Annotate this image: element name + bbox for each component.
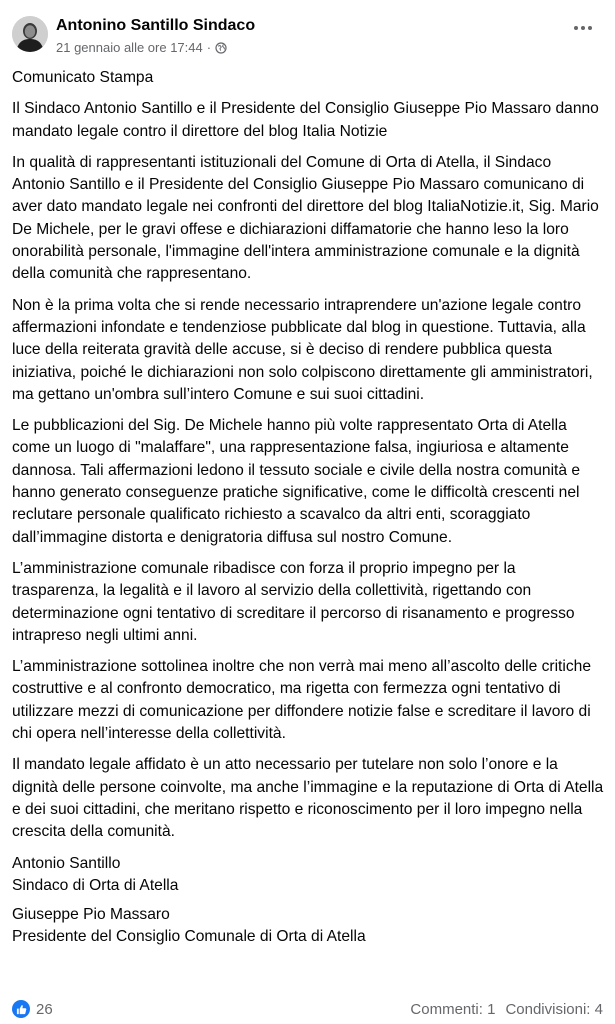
- post-paragraph: Il mandato legale affidato è un atto necessario per tutelare non solo l’onore e la dignità delle persone coinvolte, ma anche l’immagine e la reputazione di Orta di Atella e dei suoi cittadini, che meritano rispetto e riconoscimento per il loro impegno nella crescita della comunità.: [12, 756, 604, 841]
- shares-count-link[interactable]: Condivisioni: 4: [505, 1000, 603, 1018]
- avatar[interactable]: [12, 16, 48, 52]
- post-content: [12, 67, 604, 956]
- post-paragraph: In qualità di rappresentanti istituzionali del Comune di Orta di Atella, il Sindaco Antonio Santillo e il Presidente del Consiglio Giuseppe Pio Massaro comunicano di aver dato mandato legale nei confronti del direttore del blog ItaliaNotizie.it, Sig. Mario De Michele, per le gravi offese e dichiarazioni diffamatorie che hanno leso la loro onorabilità personale, l'immagine dell'intera amministrazione comunale e la dignità della comunità che rappresentano.: [12, 153, 599, 283]
- post-footer: [12, 996, 603, 1022]
- more-dot: [588, 26, 592, 30]
- post-paragraph: L’amministrazione sottolinea inoltre che non verrà mai meno all’ascolto delle critiche costruttive e al confronto democratico, ma rigetta con fermezza ogni tentativo di utilizzare mezzi di comunicazione per diffondere notizie false e screditare il lavoro di chi opera nell’interesse della collettività.: [12, 658, 591, 743]
- signature-role: Sindaco di Orta di Atella: [12, 876, 179, 894]
- thumbs-up-icon: [12, 1000, 30, 1018]
- post-header: [12, 14, 603, 58]
- more-dot: [574, 26, 578, 30]
- post-paragraph: Il Sindaco Antonio Santillo e il Presidente del Consiglio Giuseppe Pio Massaro danno mandato legale contro il direttore del blog Italia Notizie: [12, 100, 599, 140]
- avatar-photo: [12, 16, 48, 52]
- post-paragraph: Non è la prima volta che si rende necessario intraprendere un'azione legale contro affermazioni infondate e tendenziose pubblicate dal blog in questione. Tuttavia, alla luce della reiterata gravità delle accuse, si è deciso di rendere pubblica questa iniziativa, poiché le dichiarazioni non solo colpiscono direttamente gli amministratori, ma gettano un'ombra sull’intero Comune e sui suoi cittadini.: [12, 296, 593, 403]
- globe-icon: [215, 42, 227, 54]
- signature-name: Giuseppe Pio Massaro: [12, 906, 170, 924]
- comments-count-link[interactable]: Commenti: 1: [410, 1000, 496, 1018]
- post-paragraph: Le pubblicazioni del Sig. De Michele hanno più volte rappresentato Orta di Atella come un luogo di "malaffare", una rappresentazione falsa, ingiuriosa e altamente dannosa. Tali affermazioni ledono il tessuto sociale e civile della nostra comunità e hanno generato conseguenze pratiche significative, come le difficoltà crescenti nel reclutare personale qualificato richiesto a scavalco da altri enti, scoraggiato dall’immagine distorta e denigratoria diffusa sul nostro Comune.: [12, 417, 581, 546]
- signature-role: Presidente del Consiglio Comunale di Orta di Atella: [12, 928, 366, 946]
- reaction-count: 26: [36, 1000, 53, 1018]
- meta-separator: ·: [206, 40, 212, 55]
- signature-name: Antonio Santillo: [12, 854, 121, 872]
- reactions-summary[interactable]: [12, 1000, 53, 1018]
- author-name[interactable]: Antonino Santillo Sindaco: [56, 17, 256, 34]
- post-paragraph: L’amministrazione comunale ribadisce con forza il proprio impegno per la trasparenza, la legalità e il lavoro al servizio della collettività, rigettando con determinazione ogni tentativo di screditare il percorso di risanamento e progresso intrapreso negli ultimi anni.: [12, 559, 575, 644]
- post-timestamp[interactable]: 21 gennaio alle ore 17:44: [56, 40, 203, 55]
- post-meta: [56, 40, 227, 55]
- signature-block: [12, 853, 604, 898]
- signature-block: [12, 904, 604, 949]
- engagement-counts: [410, 1001, 603, 1018]
- more-options-button[interactable]: [571, 18, 595, 38]
- more-dot: [581, 26, 585, 30]
- post-paragraph: Comunicato Stampa: [12, 69, 154, 86]
